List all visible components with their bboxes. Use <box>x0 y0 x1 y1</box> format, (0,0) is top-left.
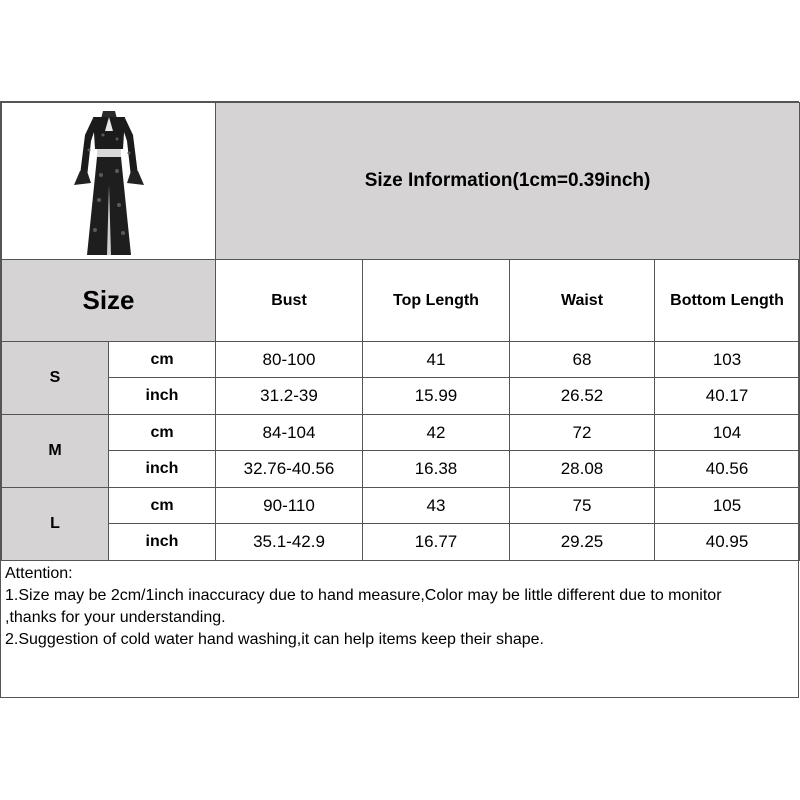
table-cell: 75 <box>510 488 655 524</box>
column-header-bottom-length: Bottom Length <box>655 260 800 342</box>
column-header-waist: Waist <box>510 260 655 342</box>
table-cell: 90-110 <box>216 488 363 524</box>
table-cell: 35.1-42.9 <box>216 524 363 561</box>
lace-outfit-icon <box>31 105 187 257</box>
table-cell: 42 <box>363 415 510 451</box>
table-cell: 103 <box>655 342 800 378</box>
note-line-2: 2.Suggestion of cold water hand washing,it can help items keep their shape. <box>5 631 544 648</box>
table-cell: 26.52 <box>510 378 655 415</box>
size-label-s: S <box>2 342 109 415</box>
table-cell: 72 <box>510 415 655 451</box>
size-header-cell <box>2 260 216 342</box>
size-header: Size <box>82 285 135 315</box>
unit-label: inch <box>109 378 216 415</box>
size-label-l: L <box>2 488 109 561</box>
unit-label: inch <box>109 524 216 561</box>
size-label-m: M <box>2 415 109 488</box>
note-line-1-continued: ,thanks for your understanding. <box>5 609 226 626</box>
page-title: Size Information(1cm=0.39inch) <box>364 170 651 191</box>
note-line-1: 1.Size may be 2cm/1inch inaccuracy due to hand measure,Color may be little different due to monitor <box>5 587 722 604</box>
unit-label: cm <box>109 415 216 451</box>
table-cell: 68 <box>510 342 655 378</box>
table-cell: 40.56 <box>655 451 800 488</box>
table-cell: 41 <box>363 342 510 378</box>
table-cell: 84-104 <box>216 415 363 451</box>
table-cell: 28.08 <box>510 451 655 488</box>
size-information-title-cell <box>216 103 800 260</box>
table-cell: 105 <box>655 488 800 524</box>
unit-label: cm <box>109 488 216 524</box>
product-photo-cell <box>2 103 216 260</box>
table-cell: 16.38 <box>363 451 510 488</box>
attention-notes <box>5 563 795 651</box>
table-cell: 31.2-39 <box>216 378 363 415</box>
table-cell: 104 <box>655 415 800 451</box>
notes-heading: Attention: <box>5 565 73 582</box>
table-cell: 40.17 <box>655 378 800 415</box>
column-header-bust: Bust <box>216 260 363 342</box>
table-cell: 29.25 <box>510 524 655 561</box>
table-cell: 15.99 <box>363 378 510 415</box>
unit-label: inch <box>109 451 216 488</box>
size-table <box>1 102 800 561</box>
table-cell: 40.95 <box>655 524 800 561</box>
table-cell: 80-100 <box>216 342 363 378</box>
unit-label: cm <box>109 342 216 378</box>
table-cell: 16.77 <box>363 524 510 561</box>
product-photo <box>31 105 187 257</box>
size-chart <box>0 101 799 698</box>
table-cell: 43 <box>363 488 510 524</box>
table-cell: 32.76-40.56 <box>216 451 363 488</box>
column-header-top-length: Top Length <box>363 260 510 342</box>
